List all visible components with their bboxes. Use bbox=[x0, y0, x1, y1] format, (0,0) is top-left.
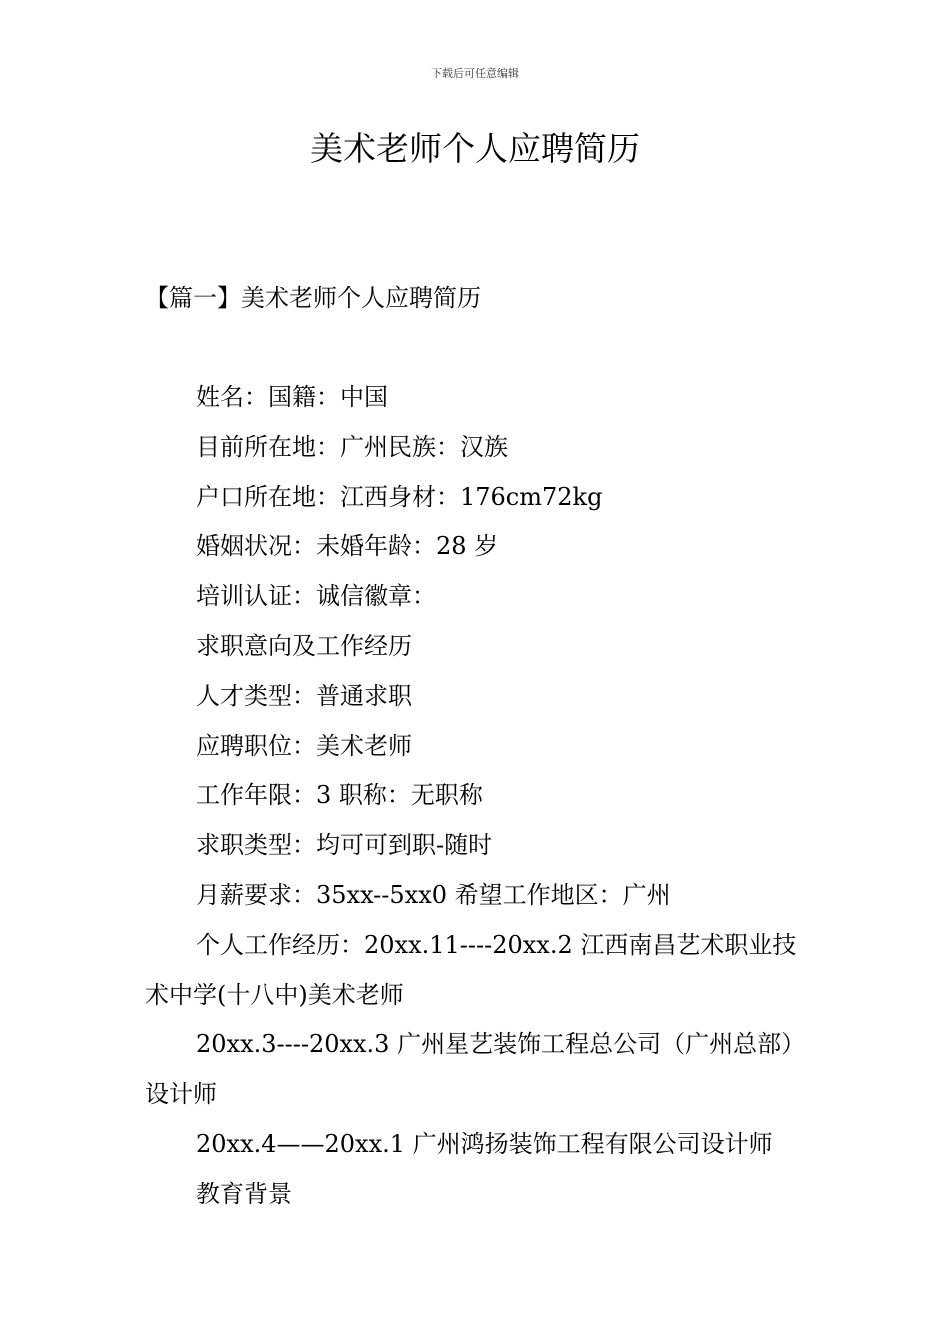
resume-line-hukou-physique: 户口所在地：江西身材：176cm72kg bbox=[196, 482, 603, 511]
resume-line-certification: 培训认证：诚信徽章： bbox=[196, 582, 436, 611]
section-heading: 【篇一】美术老师个人应聘简历 bbox=[145, 284, 481, 312]
resume-line-job-intent-heading: 求职意向及工作经历 bbox=[196, 631, 412, 660]
resume-line-education-heading: 教育背景 bbox=[196, 1179, 292, 1208]
resume-line-years-title: 工作年限：3 职称：无职称 bbox=[196, 781, 483, 810]
document-title: 美术老师个人应聘简历 bbox=[310, 129, 640, 168]
page-header-note: 下载后可任意编辑 bbox=[431, 67, 519, 80]
resume-line-name-nationality: 姓名：国籍：中国 bbox=[196, 383, 388, 411]
resume-line-salary-region: 月薪要求：35xx--5xx0 希望工作地区：广州 bbox=[196, 880, 671, 909]
resume-line-job-type: 求职类型：均可可到职-随时 bbox=[196, 831, 493, 860]
resume-line-position: 应聘职位：美术老师 bbox=[196, 731, 412, 760]
resume-line-work-history-2: 20xx.3----20xx.3 广州星艺装饰工程总公司（广州总部）设计师 bbox=[145, 1030, 806, 1109]
resume-line-work-history-1: 个人工作经历：20xx.11----20xx.2 江西南昌艺术职业技术中学(十八中)美术老师 bbox=[145, 930, 797, 1009]
resume-body bbox=[145, 373, 815, 1220]
resume-line-marital-age: 婚姻状况：未婚年龄：28 岁 bbox=[196, 532, 499, 561]
resume-line-talent-type: 人才类型：普通求职 bbox=[196, 681, 412, 710]
resume-line-location-ethnicity: 目前所在地：广州民族：汉族 bbox=[196, 432, 508, 461]
resume-line-work-history-3: 20xx.4——20xx.1 广州鸿扬装饰工程有限公司设计师 bbox=[196, 1129, 773, 1158]
